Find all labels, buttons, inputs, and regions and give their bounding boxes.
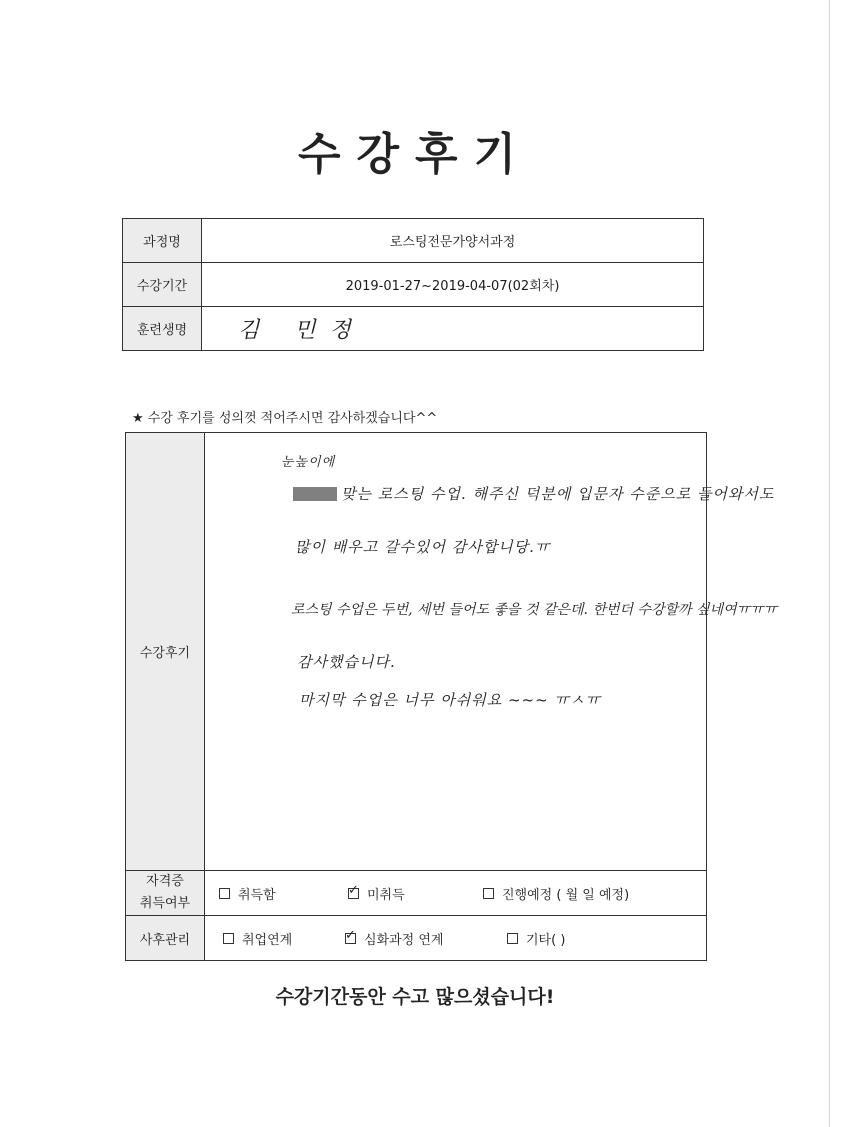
- certificate-option-label: 미취득: [367, 888, 405, 903]
- trainee-name-handwritten: 김 민정: [238, 318, 365, 343]
- aftercare-row: [126, 916, 707, 961]
- period-label: 수강기간: [123, 263, 202, 307]
- aftercare-option-label: 취업연계: [242, 933, 293, 948]
- instruction-text: ★ 수강 후기를 성의껏 적어주시면 감사하겠습니다^^: [132, 411, 438, 426]
- aftercare-option-employment[interactable]: [223, 929, 292, 948]
- course-value: 로스팅전문가양서과정: [202, 219, 704, 263]
- course-row: [123, 219, 704, 263]
- closing-message: 수강기간동안 수고 많으셨습니다!: [275, 986, 555, 1008]
- aftercare-option-label: 심화과정 연계: [364, 933, 444, 948]
- checkbox-empty-icon[interactable]: [219, 888, 230, 899]
- aftercare-option-label: 기타( ): [526, 933, 566, 948]
- aftercare-label: 사후관리: [126, 916, 205, 961]
- review-line-2: 맞는 로스팅 수업. 해주신 덕분에 입문자 수준으로 들어와서도: [341, 485, 775, 503]
- aftercare-option-other[interactable]: [507, 929, 565, 948]
- aftercare-option-advanced[interactable]: [345, 929, 443, 948]
- info-table: [122, 218, 704, 351]
- review-line-1: 눈높이에: [281, 455, 336, 470]
- scratched-out-word: [293, 487, 337, 501]
- certificate-option-label: 취득함: [238, 888, 276, 903]
- review-label: 수강후기: [126, 433, 205, 871]
- certificate-option-scheduled[interactable]: [483, 884, 629, 903]
- review-body: [205, 433, 778, 871]
- checkbox-checked-icon[interactable]: [345, 933, 356, 944]
- review-line-5: 감사했습니다.: [297, 653, 396, 671]
- certificate-row: [126, 871, 707, 916]
- period-value: 2019-01-27~2019-04-07(02회차): [202, 263, 704, 307]
- review-line-2-wrap: [293, 483, 774, 504]
- certificate-option-label: 진행예정 ( 월 일 예정): [502, 888, 630, 903]
- certificate-label-line1: 자격증: [146, 874, 184, 889]
- certificate-option-not-acquired[interactable]: [348, 884, 405, 903]
- aftercare-options: [205, 916, 707, 961]
- certificate-options: [205, 871, 707, 916]
- checkbox-empty-icon[interactable]: [483, 888, 494, 899]
- certificate-label: [126, 871, 205, 916]
- review-line-3: 많이 배우고 갈수있어 감사합니당.ㅠ: [295, 538, 551, 556]
- certificate-label-line2: 취득여부: [139, 896, 191, 911]
- checkbox-empty-icon[interactable]: [507, 933, 518, 944]
- review-line-6: 마지막 수업은 너무 아쉬워요 ~~~ ㅠㅅㅠ: [299, 691, 601, 709]
- review-row: [126, 433, 707, 871]
- trainee-label: 훈련생명: [123, 307, 202, 351]
- review-table: [125, 432, 778, 961]
- trainee-cell: [202, 307, 704, 351]
- certificate-option-acquired[interactable]: [219, 884, 276, 903]
- trainee-row: [123, 307, 704, 351]
- period-row: [123, 263, 704, 307]
- checkbox-empty-icon[interactable]: [223, 933, 234, 944]
- checkbox-checked-icon[interactable]: [348, 888, 359, 899]
- review-line-4: 로스팅 수업은 두번, 세번 들어도 좋을 것 같은데. 한번더 수강할까 싶네여ㅠㅠㅠ: [291, 602, 778, 618]
- course-label: 과정명: [123, 219, 202, 263]
- page-title: 수강후기: [297, 129, 532, 180]
